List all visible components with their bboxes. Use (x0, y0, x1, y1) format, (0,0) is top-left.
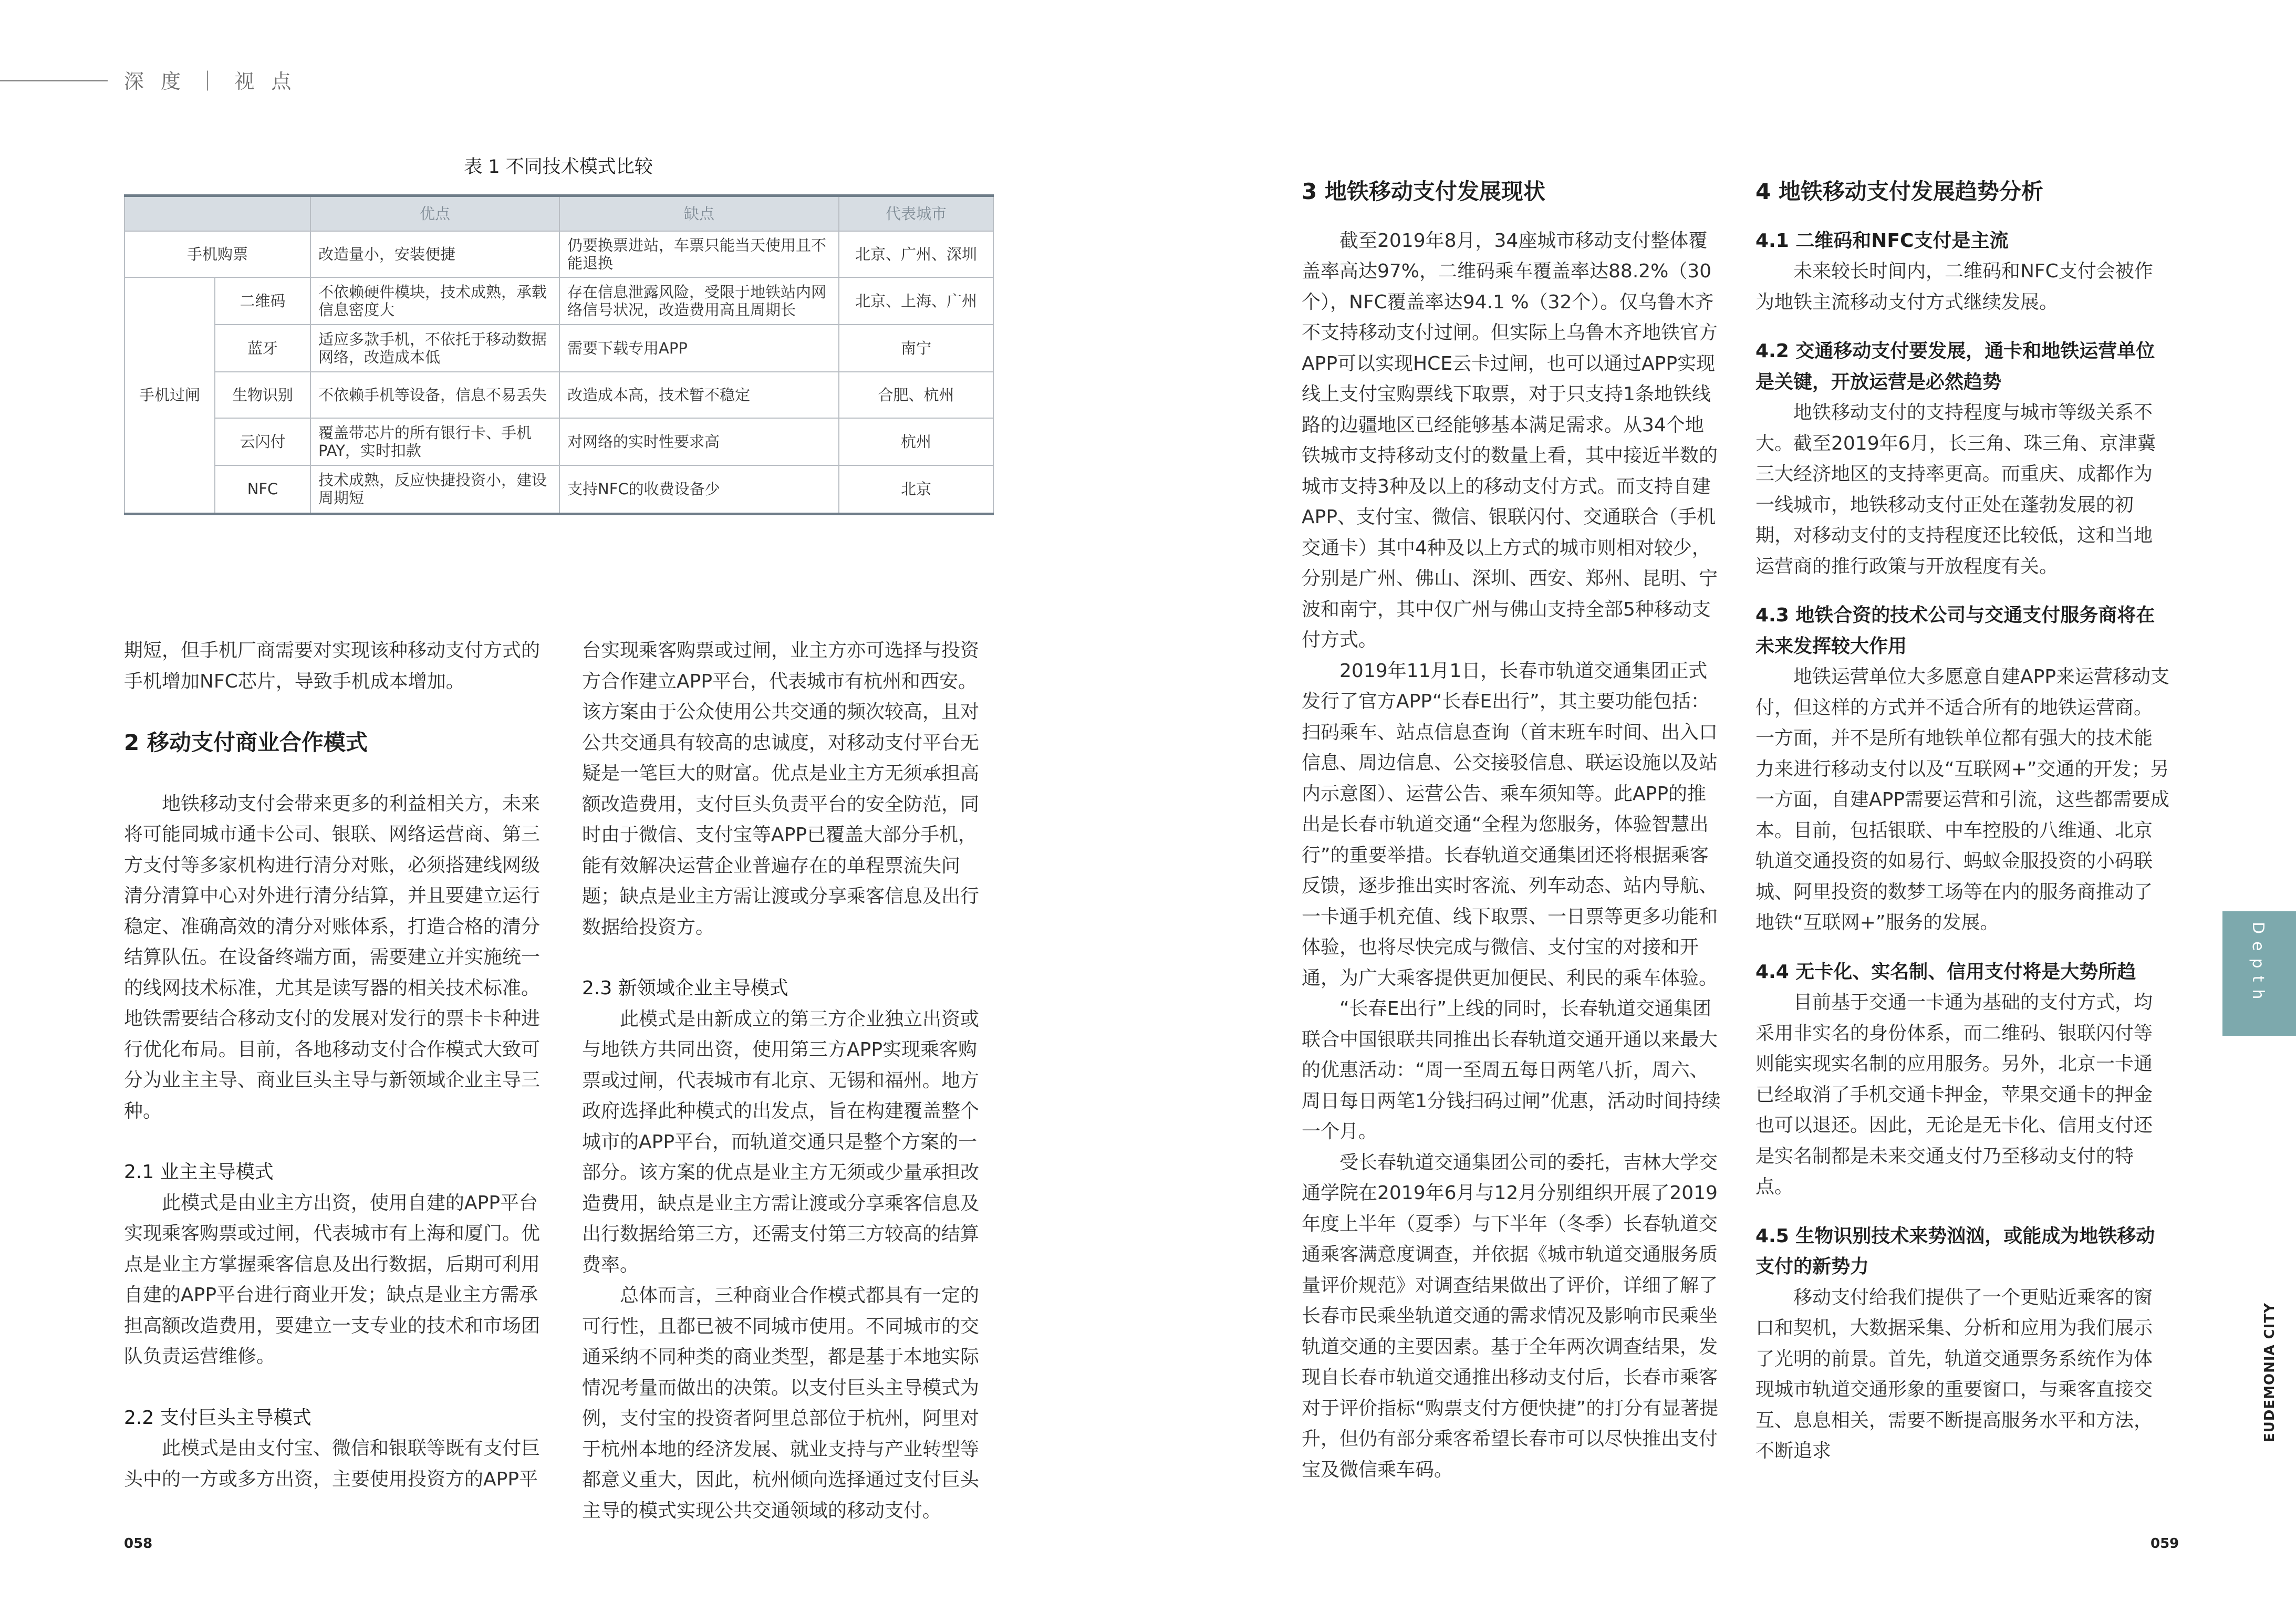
paragraph: 地铁运营单位大多愿意自建APP来运营移动支付，但这样的方式并不适合所有的地铁运营商。一方面，并不是所有地铁单位都有强大的技术能力来进行移动支付以及“互联网+”交通的开发；另一方面，自建APP需要运营和引流，这些都需要成本。目前，包括银联、中车控股的八维通、北京轨道交通投资的如易行、蚂蚁金服投资的小码联城、阿里投资的数梦工场等在内的服务商推动了地铁“互联网+”服务的发展。 (1755, 666, 2170, 933)
comparison-table (124, 194, 994, 515)
group-label: 手机过闸 (124, 277, 215, 514)
pros-cell: 不依赖手机等设备，信息不易丢失 (310, 372, 559, 418)
column-header: 缺点 (559, 196, 839, 232)
row-label: 云闪付 (215, 418, 310, 465)
cities-cell: 合肥、杭州 (839, 372, 993, 418)
cities-cell: 北京、广州、深圳 (839, 231, 993, 277)
side-tab-label: Depth (2249, 922, 2267, 1007)
cities-cell: 杭州 (839, 418, 993, 465)
row-label: 生物识别 (215, 372, 310, 418)
table-caption: 表 1 不同技术模式比较 (464, 157, 653, 178)
section-heading: 3 地铁移动支付发展现状 (1302, 179, 1545, 204)
cities-cell: 南宁 (839, 325, 993, 372)
page-number-left: 058 (124, 1536, 153, 1552)
paragraph: 地铁移动支付会带来更多的利益相关方，未来将可能同城市通卡公司、银联、网络运营商、第三方支付等多家机构进行清分对账，必须搭建线网级清分清算中心对外进行清分结算，并且要建立运行稳定、准确高效的清分对账体系，打造合格的清分结算队伍。在设备终端方面，需要建立并实施统一的线网技术标准，尤其是读写器的相关技术标准。地铁需要结合移动支付的发展对发行的票卡卡种进行优化布局。目前，各地移动支付合作模式大致可分为业主主导、商业巨头主导与新领域企业主导三种。 (124, 793, 541, 1122)
paragraph: 此模式是由业主方出资，使用自建的APP平台实现乘客购票或过闸，代表城市有上海和厦门。优点是业主方掌握乘客信息及出行数据，后期可利用自建的APP平台进行商业开发；缺点是业主方需承担高额改造费用，要建立一支专业的技术和市场团队负责运营维修。 (124, 1192, 541, 1367)
table-header-row (124, 196, 993, 232)
row-label: 蓝牙 (215, 325, 310, 372)
paragraph: 未来较长时间内，二维码和NFC支付会被作为地铁主流移动支付方式继续发展。 (1755, 261, 2153, 313)
cons-cell: 支持NFC的收费设备少 (559, 465, 839, 514)
pros-cell: 改造量小，安装便捷 (310, 231, 559, 277)
cons-cell: 需要下载专用APP (559, 325, 839, 372)
text-column-4 (1755, 176, 2170, 1467)
paragraph: 地铁移动支付的支持程度与城市等级关系不大。截至2019年6月，长三角、珠三角、京津冀三大经济地区的支持率更高。而重庆、成都作为一线城市，地铁移动支付正处在蓬勃发展的初期，对移动支付的支持程度还比较低，这和当地运营商的推行政策与开放程度有关。 (1755, 402, 2156, 577)
row-label: NFC (215, 465, 310, 514)
table-row (124, 277, 993, 325)
pros-cell: 适应多款手机，不依托于移动数据网络，改造成本低 (310, 325, 559, 372)
subsection-heading: 4.4 无卡化、实名制、信用支付将是大势所趋 (1755, 961, 2136, 983)
paragraph: 受长春轨道交通集团公司的委托，吉林大学交通学院在2019年6月与12月分别组织开展了2019年度上半年（夏季）与下半年（冬季）长春轨道交通乘客满意度调查，并依据《城市轨道交通服务质量评价规范》对调查结果做出了评价，详细了解了长春市民乘坐轨道交通的需求情况及影响市民乘坐轨道交通的主要因素。基于全年两次调查结果，发现自长春市轨道交通推出移动支付后，长春市乘客对于评价指标“购票支付方便快捷”的打分有显著提升，但仍有部分乘客希望长春市可以尽快推出支付宝及微信乘车码。 (1302, 1151, 1719, 1481)
page-number-right: 059 (2150, 1536, 2179, 1552)
text-column-1 (124, 636, 554, 1495)
paragraph: 台实现乘客购票或过闸，业主方亦可选择与投资方合作建立APP平台，代表城市有杭州和西安。该方案由于公众使用公共交通的频次较高，且对公共交通具有较高的忠诚度，对移动支付平台无疑是一笔巨大的财富。优点是业主方无须承担高额改造费用，支付巨头负责平台的安全防范，同时由于微信、支付宝等APP已覆盖大部分手机，能有效解决运营企业普遍存在的单程票流失问题；缺点是业主方需让渡或分享乘客信息及出行数据给投资方。 (582, 640, 980, 938)
cities-cell: 北京 (839, 465, 993, 514)
column-header: 优点 (310, 196, 559, 232)
paragraph: “长春E出行”上线的同时，长春轨道交通集团联合中国银联共同推出长春轨道交通开通以来最大的优惠活动：“周一至周五每日两笔八折，周六、周日每日两笔1分钱扫码过闸”优惠，活动时间持续一个月。 (1302, 998, 1721, 1142)
paragraph: 期短，但手机厂商需要对实现该种移动支付方式的手机增加NFC芯片，导致手机成本增加。 (124, 640, 541, 692)
cons-cell: 改造成本高，技术暂不稳定 (559, 372, 839, 418)
subsection-heading: 4.1 二维码和NFC支付是主流 (1755, 230, 2009, 252)
paragraph: 2019年11月1日，长春市轨道交通集团正式发行了官方APP“长春E出行”，其主要功能包括：扫码乘车、站点信息查询（首末班车时间、出入口信息、周边信息、公交接驳信息、联运设施以及站内示意图）、运营公告、乘车须知等。此APP的推出是长春市轨道交通“全程为您服务，体验智慧出行”的重要举措。长春轨道交通集团还将根据乘客反馈，逐步推出实时客流、列车动态、站内导航、一卡通手机充值、线下取票、一日票等更多功能和体验，也将尽快完成与微信、支付宝的对接和开通，为广大乘客提供更加便民、利民的乘车体验。 (1302, 660, 1718, 989)
table-row (124, 465, 993, 514)
subsection-heading: 4.2 交通移动支付要发展，通卡和地铁运营单位是关键，开放运营是必然趋势 (1755, 340, 2155, 393)
pros-cell: 覆盖带芯片的所有银行卡、手机PAY，实时扣款 (310, 418, 559, 465)
section-header: 深 度 ｜ 视 点 (124, 70, 297, 93)
subsection-heading: 4.5 生物识别技术来势汹汹，或能成为地铁移动支付的新势力 (1755, 1225, 2155, 1277)
paragraph: 目前基于交通一卡通为基础的支付方式，均采用非实名的身份体系，而二维码、银联闪付等则能实现实名制的应用服务。另外，北京一卡通已经取消了手机交通卡押金，苹果交通卡的押金也可以退还。因此，无论是无卡化、信用支付还是实名制都是未来交通支付乃至移动支付的特点。 (1755, 992, 2153, 1198)
magazine-brand: EUDEMONIA CITY (2262, 1303, 2278, 1443)
table-row (124, 418, 993, 465)
row-label: 手机购票 (124, 231, 310, 277)
side-tab (2222, 911, 2296, 1036)
text-column-2 (582, 636, 993, 1526)
cons-cell: 仍要换票进站，车票只能当天使用且不能退换 (559, 231, 839, 277)
cons-cell: 对网络的实时性要求高 (559, 418, 839, 465)
paragraph: 总体而言，三种商业合作模式都具有一定的可行性，且都已被不同城市使用。不同城市的交通采纳不同种类的商业类型，都是基于本地实际情况考量而做出的决策。以支付巨头主导模式为例，支付宝的投资者阿里总部位于杭州，阿里对于杭州本地的经济发展、就业支持与产业转型等都意义重大，因此，杭州倾向选择通过支付巨头主导的模式实现公共交通领域的移动支付。 (582, 1285, 980, 1522)
section-heading: 4 地铁移动支付发展趋势分析 (1755, 179, 2043, 204)
pros-cell: 技术成熟，反应快捷投资小，建设周期短 (310, 465, 559, 514)
cities-cell: 北京、上海、广州 (839, 277, 993, 325)
subsection-heading: 2.3 新领域企业主导模式 (582, 977, 788, 999)
paragraph: 截至2019年8月，34座城市移动支付整体覆盖率高达97%，二维码乘车覆盖率达88.2%（30个），NFC覆盖率达94.1 %（32个）。仅乌鲁木齐不支持移动支付过闸。但实际上乌鲁木齐地铁官方APP可以实现HCE云卡过闸，也可以通过APP实现线上支付宝购票线下取票，对于只支持1条地铁线路的边疆地区已经能够基本满足需求。从34个地铁城市支持移动支付的数量上看，其中接近半数的城市支持3种及以上的移动支付方式。而支持自建APP、支付宝、微信、银联闪付、交通联合（手机交通卡）其中4种及以上方式的城市则相对较少，分别是广州、佛山、深圳、西安、郑州、昆明、宁波和南宁，其中仅广州与佛山支持全部5种移动支付方式。 (1302, 230, 1718, 651)
subsection-heading: 2.2 支付巨头主导模式 (124, 1407, 311, 1429)
table-row (124, 325, 993, 372)
paragraph: 移动支付给我们提供了一个更贴近乘客的窗口和契机，大数据采集、分析和应用为我们展示了光明的前景。首先，轨道交通票务系统作为体现城市轨道交通形象的重要窗口，与乘客直接交互、息息相关，需要不断提高服务水平和方法，不断追求 (1755, 1286, 2153, 1462)
row-label: 二维码 (215, 277, 310, 325)
text-column-3 (1302, 176, 1722, 1485)
cons-cell: 存在信息泄露风险，受限于地铁站内网络信号状况，改造费用高且周期长 (559, 277, 839, 325)
table-corner-cell (124, 196, 310, 232)
paragraph: 此模式是由新成立的第三方企业独立出资或与地铁方共同出资，使用第三方APP实现乘客购票或过闸，代表城市有北京、无锡和福州。地方政府选择此种模式的出发点，旨在构建覆盖整个城市的APP平台，而轨道交通只是整个方案的一部分。该方案的优点是业主方无须或少量承担改造费用，缺点是业主方需让渡或分享乘客信息及出行数据给第三方，还需支付第三方较高的结算费率。 (582, 1008, 980, 1276)
subsection-heading: 2.1 业主主导模式 (124, 1161, 274, 1183)
table-row (124, 231, 993, 277)
section-heading: 2 移动支付商业合作模式 (124, 730, 368, 755)
paragraph: 此模式是由支付宝、微信和银联等既有支付巨头中的一方或多方出资，主要使用投资方的APP平 (124, 1438, 541, 1490)
header-rule (0, 80, 108, 81)
table-row (124, 372, 993, 418)
column-header: 代表城市 (839, 196, 993, 232)
subsection-heading: 4.3 地铁合资的技术公司与交通支付服务商将在未来发挥较大作用 (1755, 605, 2155, 657)
pros-cell: 不依赖硬件模块，技术成熟，承载信息密度大 (310, 277, 559, 325)
